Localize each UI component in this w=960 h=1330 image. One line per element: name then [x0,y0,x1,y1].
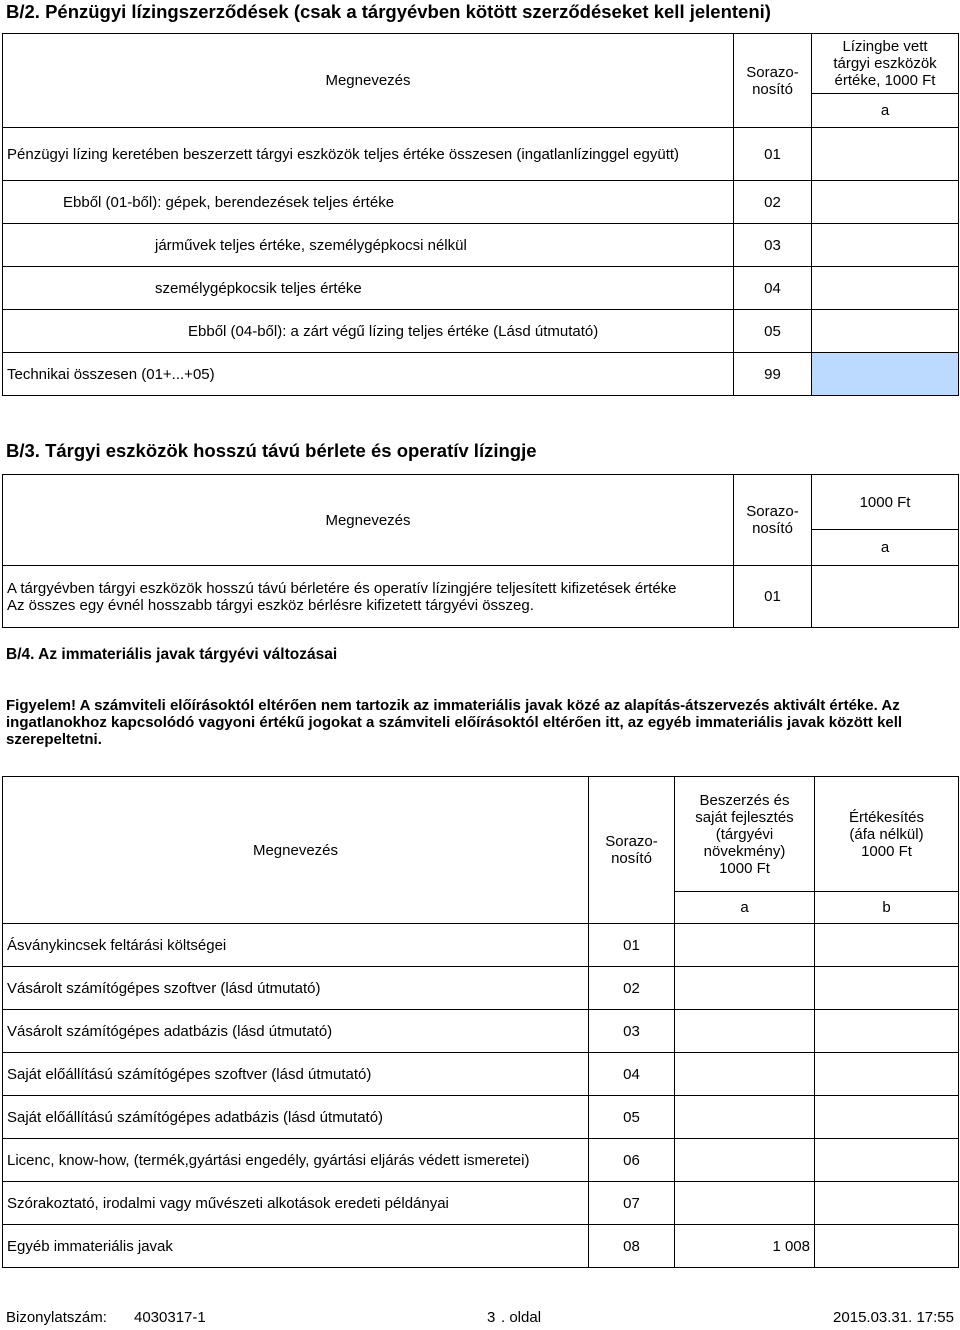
section-title-b3: B/3. Tárgyi eszközök hosszú távú bérlete és operatív lízingje [6,440,537,461]
header-name: Megnevezés [3,475,734,566]
header-col-a: a [812,530,959,566]
row-code: 01 [734,566,812,628]
row-code: 08 [589,1225,675,1268]
value-cell-a[interactable] [675,1182,815,1225]
leasing-table [2,33,959,396]
section-title-b4: B/4. Az immateriális javak tárgyévi változásai [6,646,338,663]
row-label: Ásványkincsek feltárási költségei [3,924,589,967]
row-code: 03 [589,1010,675,1053]
value-cell-a[interactable] [675,924,815,967]
value-cell-b[interactable] [815,1225,959,1268]
rental-table [2,474,959,628]
warning-note: Figyelem! A számviteli előírásoktól eltérően nem tartozik az immateriális javak közé az alapítás-átszervezés aktivált értéke. Az ingatlanokhoz kapcsolódó vagyoni értékű jogokat a számviteli előírásoktól eltérően itt, az egyéb immateriális javak között kell szerepeltetni. [6,697,903,748]
value-cell[interactable] [812,128,959,181]
row-label: Saját előállítású számítógépes szoftver (lásd útmutató) [3,1053,589,1096]
header-col-a: a [812,94,959,128]
value-cell[interactable] [812,224,959,267]
doc-number-label: Bizonylatszám: [6,1309,107,1326]
row-code: 02 [734,181,812,224]
value-cell-a[interactable] [675,967,815,1010]
row-label: Saját előállítású számítógépes adatbázis (lásd útmutató) [3,1096,589,1139]
value-cell-b[interactable] [815,1139,959,1182]
row-code: 99 [734,353,812,396]
row-label: Szórakoztató, irodalmi vagy művészeti alkotások eredeti példányai [3,1182,589,1225]
value-cell-a[interactable] [675,1139,815,1182]
page-number: 3 [487,1309,496,1326]
row-label: Pénzügyi lízing keretében beszerzett tárgyi eszközök teljes értéke összesen (ingatlanlízinggel együtt) [3,128,734,181]
row-code: 07 [589,1182,675,1225]
value-cell-b[interactable] [815,1053,959,1096]
row-label: Vásárolt számítógépes adatbázis (lásd útmutató) [3,1010,589,1053]
row-code: 06 [589,1139,675,1182]
value-cell-a[interactable] [675,1010,815,1053]
header-col-b-title: Értékesítés (áfa nélkül) 1000 Ft [815,777,959,892]
section-title-b2: B/2. Pénzügyi lízingszerződések (csak a tárgyévben kötött szerződéseket kell jelenteni) [6,1,771,22]
header-value: 1000 Ft [812,475,959,530]
header-row-id: Sorazo- nosító [589,777,675,924]
header-row-id: Sorazo- nosító [734,34,812,128]
row-code: 01 [734,128,812,181]
row-label: Vásárolt számítógépes szoftver (lásd útmutató) [3,967,589,1010]
header-col-a: a [675,892,815,924]
value-cell[interactable] [812,566,959,628]
row-label: járművek teljes értéke, személygépkocsi nélkül [3,224,734,267]
row-code: 01 [589,924,675,967]
row-code: 04 [589,1053,675,1096]
intangibles-table [2,776,959,1268]
header-col-a-title: Beszerzés és saját fejlesztés (tárgyévi növekmény) 1000 Ft [675,777,815,892]
value-cell-b[interactable] [815,1182,959,1225]
row-label: Technikai összesen (01+...+05) [3,353,734,396]
value-cell-b[interactable] [815,1096,959,1139]
value-cell-a[interactable] [675,1096,815,1139]
row-code: 02 [589,967,675,1010]
value-cell[interactable] [812,267,959,310]
timestamp: 2015.03.31. 17:55 [833,1309,954,1326]
row-label: Egyéb immateriális javak [3,1225,589,1268]
row-label: személygépkocsik teljes értéke [3,267,734,310]
value-cell-a[interactable] [675,1053,815,1096]
value-cell-b[interactable] [815,924,959,967]
header-col-b: b [815,892,959,924]
value-cell-a[interactable]: 1 008 [675,1225,815,1268]
header-row-id: Sorazo- nosító [734,475,812,566]
page-label: . oldal [501,1309,542,1326]
row-label: Ebből (04-ből): a zárt végű lízing teljes értéke (Lásd útmutató) [3,310,734,353]
value-cell[interactable] [812,310,959,353]
total-value-cell [812,353,959,396]
header-value: Lízingbe vett tárgyi eszközök értéke, 1000 Ft [812,34,959,94]
value-cell[interactable] [812,181,959,224]
row-label: A tárgyévben tárgyi eszközök hosszú távú bérletére és operatív lízingjére teljesített kifizetések értéke Az összes egy évnél hosszabb tárgyi eszköz bérlésre kifizetett tárgyévi összeg. [3,566,734,628]
row-code: 04 [734,267,812,310]
header-name: Megnevezés [3,34,734,128]
header-name: Megnevezés [3,777,589,924]
doc-number: 4030317-1 [134,1309,206,1326]
row-label: Licenc, know-how, (termék,gyártási engedély, gyártási eljárás védett ismeretei) [3,1139,589,1182]
value-cell-b[interactable] [815,1010,959,1053]
row-label: Ebből (01-ből): gépek, berendezések teljes értéke [3,181,734,224]
value-cell-b[interactable] [815,967,959,1010]
row-code: 05 [589,1096,675,1139]
row-code: 03 [734,224,812,267]
row-code: 05 [734,310,812,353]
